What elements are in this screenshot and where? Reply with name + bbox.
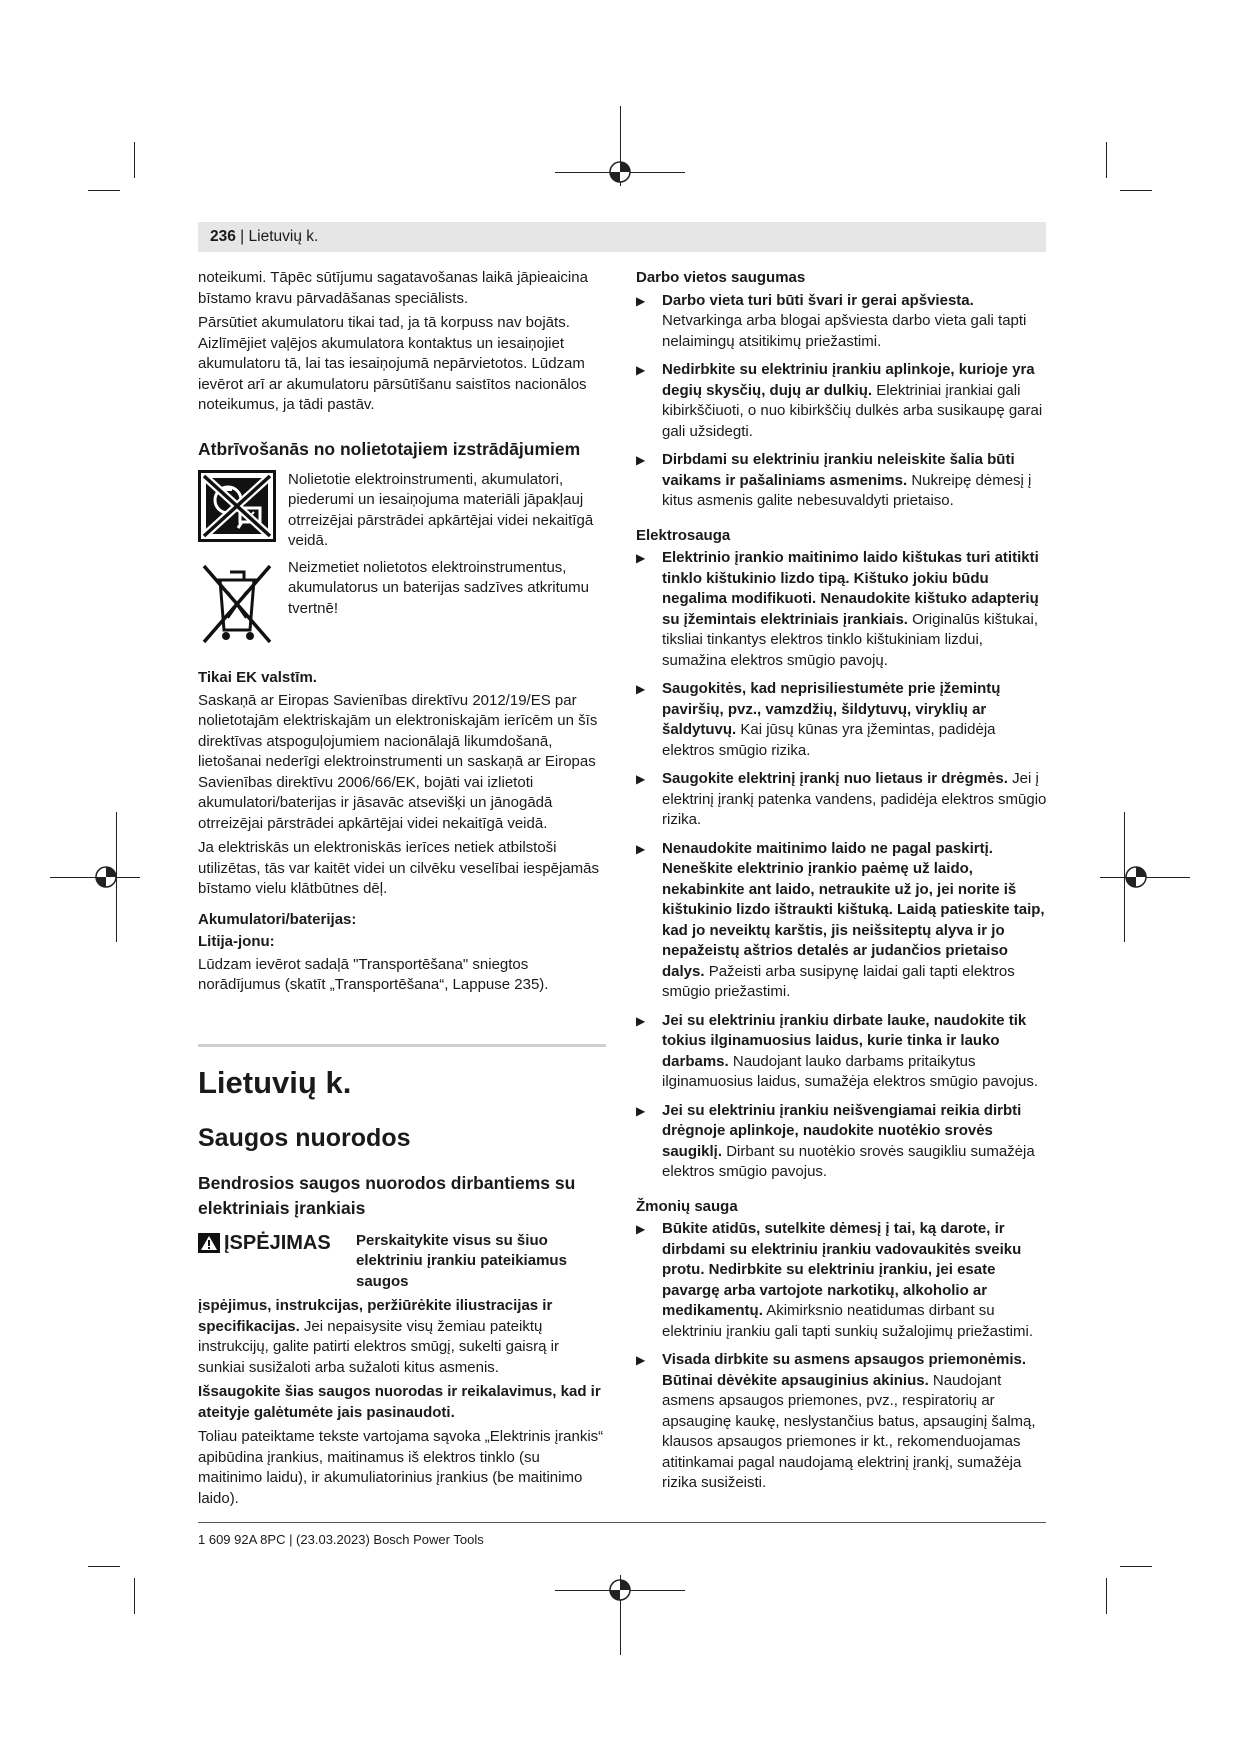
list-item <box>636 291 1048 353</box>
work-list <box>636 291 1048 512</box>
right-column <box>636 268 1048 1502</box>
item-text: Dirbant su nuotėkio srovės saugikliu sumažėja elektros smūgio pavojus. <box>662 1142 1035 1180</box>
warning-label <box>198 1231 356 1255</box>
crossed-bin-icon <box>198 558 276 646</box>
safety-title: Saugos nuorodos <box>198 1123 411 1152</box>
paragraph: noteikumi. Tāpēc sūtījumu sagatavošanas laikā jāpieaicina bīstamo kravu pārvadāšanas speciālists. <box>198 269 588 307</box>
page-number: 236 <box>210 228 236 245</box>
page-footer: 1 609 92A 8PC | (23.03.2023) Bosch Power Tools <box>198 1532 484 1547</box>
item-text: Pažeisti arba susipynę laidai gali tapti elektros smūgio priežastimi. <box>662 962 1015 1000</box>
general-safety-heading: Bendrosios saugos nuorodos dirbantiems su elektriniais įrankiais <box>198 1172 576 1218</box>
paragraph: Ja elektriskās un elektroniskās ierīces netiek atbilstoši utilizētas, tās var kaitēt videi un cilvēku veselībai iespējamās bīstamo vielu klātbūtnes dēļ. <box>198 839 600 897</box>
item-text: Naudojant lauko darbams pritaikytus ilginamuosius laidus, sumažėja elektros smūgio pavojus. <box>662 1052 1039 1090</box>
list-item <box>636 839 1048 1003</box>
list-item <box>636 1101 1048 1183</box>
item-bold: Darbo vieta turi būti švari ir gerai apšviesta. <box>662 291 974 309</box>
personal-list <box>636 1219 1048 1494</box>
crop-mark <box>1106 1578 1107 1614</box>
page-header <box>210 227 318 248</box>
list-item <box>636 548 1048 671</box>
registration-mark-icon <box>91 862 121 892</box>
electrical-safety-heading: Elektrosauga <box>636 526 731 544</box>
item-bold: Saugokite elektrinį įrankį nuo lietaus ir drėgmės. <box>662 770 1008 787</box>
crop-mark <box>134 1578 135 1614</box>
registration-mark-icon <box>1121 862 1151 892</box>
registration-mark-icon <box>605 157 635 187</box>
header-section: Lietuvių k. <box>248 228 319 245</box>
item-text: Kai jūsų kūnas yra įžemintas, padidėja elektros smūgio rizika. <box>662 721 996 759</box>
left-column <box>198 268 606 1513</box>
language-title: Lietuvių k. <box>198 1064 352 1100</box>
personal-safety-heading: Žmonių sauga <box>636 1197 738 1215</box>
list-item <box>636 450 1048 512</box>
crop-mark <box>1120 1566 1152 1567</box>
disposal-heading: Atbrīvošanās no nolietotajiem izstrādājumiem <box>198 438 581 459</box>
item-text: Naudojant asmens apsaugos priemones, pvz., respiratorių ar apsauginę kaukę, neslystančius batus, apsauginį šalmą, klausos apsaugos priemones ir kt., rekomenduojamas atitinkamai pagal naudojamą elektrinį įrankį, sumažėja rizika susižeisti. <box>662 1371 1036 1491</box>
footer-rule <box>198 1522 1046 1523</box>
item-text: Nukreipę dėmesį į kitus asmenis galite nebesuvaldyti prietaiso. <box>662 471 1032 509</box>
bin-block <box>198 558 606 653</box>
item-bold: Visada dirbkite su asmens apsaugos priemonėmis. Būtinai dėvėkite apsauginius akinius. <box>662 1351 1027 1389</box>
bin-text: Neizmetiet nolietotos elektroinstrumentus, akumulatorus un baterijas sadzīves atkritumu tvertnē! <box>288 558 589 617</box>
item-bold: Elektrinio įrankio maitinimo laido kištukas turi atitikti tinklo kištukinio lizdo tipą. Kištuko jokiu būdu negalima modifikuoti. Nenaudokite kištuko adapterių su įžemintais elektriniais įrankiais. <box>662 549 1039 628</box>
warning-bold-lead: Perskaitykite visus su šiuo elektriniu įrankiu pateikiamus saugos <box>356 1231 567 1290</box>
paragraph: Lūdzam ievērot sadaļā "Transportēšana" sniegtos norādījumus (skatīt „Transportēšana“, Lappuse 235). <box>198 955 549 993</box>
item-bold: Nenaudokite maitinimo laido ne pagal paskirtį. Neneškite elektrinio įrankio paėmę už laido, nekabinkite ant laido, netraukite už jo, jei norite iš kištukinio lizdo ištraukti kištuką. Laidą patieskite taip, kad jo neveiktų karštis, jis neišsiteptų alyva ir jo nepažeistų aštrios detalės ar judančios prietaiso dalys. <box>662 839 1045 980</box>
crop-mark <box>1106 142 1107 178</box>
header-separator: | <box>235 228 249 245</box>
paragraph: Saskaņā ar Eiropas Savienības direktīvu 2012/19/ES par nolietotajām elektriskajām un elektroniskajām ierīcēm un šīs direktīvas atspoguļojumiem nacionālajā likumdošanā, lietošanai nederīgi elektroinstrumenti un saskaņā ar Eiropas Savienības direktīvu 2006/66/EK, bojāti vai izlietoti akumulatori/baterijas ir jāsavāc atsevišķi un jānogādā otrreizējai pārstrādei apkārtējai videi nekaitīgā veidā. <box>198 691 598 832</box>
item-text: Akimirksnio neatidumas dirbant su elektriniu įrankiu gali tapti sunkių sužalojimų priežastimi. <box>662 1302 1033 1340</box>
no-battery-disposal-icon <box>198 470 276 542</box>
crop-mark <box>134 142 135 178</box>
item-bold: Dirbdami su elektriniu įrankiu neleiskite šalia būti vaikams ir pašaliniams asmenims. <box>662 451 1015 489</box>
work-area-heading: Darbo vietos saugumas <box>636 269 806 286</box>
eu-heading: Tikai EK valstīm. <box>198 669 317 686</box>
paragraph: Pārsūtiet akumulatoru tikai tad, ja tā korpuss nav bojāts. Aizlīmējiet vaļējos akumulatora kontaktus un iesaiņojiet akumulatoru tā, lai tas iesaiņojumā nepārvietotos. Lūdzam ievērot arī ar akumulatoru pārsūtīšanu saistītos nacionālos noteikumus, ja tādi pastāv. <box>198 314 587 413</box>
warning-bold-cont: įspėjimus, instrukcijas, peržiūrėkite iliustracijas ir specifikacijas. <box>198 1297 553 1335</box>
list-item <box>636 1219 1048 1342</box>
term-definition: Toliau pateiktame tekste vartojama sąvoka „Elektrinis įrankis“ apibūdina įrankius, maitinamus iš elektros tinklo (su maitinimo laidu), ir akumuliatorinius įrankius (be maitinimo laido). <box>198 1428 604 1507</box>
item-bold: Jei su elektriniu įrankiu dirbate lauke, naudokite tik tokius ilginamuosius laidus, kurie tinka ir lauko darbams. <box>662 1011 1027 1070</box>
item-text: Originalūs kištukai, tiksliai tinkantys elektros tinklo kištukiniam lizdui, sumažina elektros smūgio pavojų. <box>662 610 1039 669</box>
page-header-bar <box>198 222 1046 252</box>
item-bold: Jei su elektriniu įrankiu neišvengiamai reikia dirbti drėgnoje aplinkoje, naudokite nuotėkio srovės saugiklį. <box>662 1101 1022 1160</box>
list-item <box>636 1350 1048 1494</box>
item-bold: Būkite atidūs, sutelkite dėmesį į tai, ką darote, ir dirbdami su elektriniu įrankiu vadovaukitės sveiku protu. Nedirbkite su elektriniu įrankiu, jei esate pavargę arba vartojote narkotikų, alkoholio ar medikamentų. <box>662 1220 1022 1319</box>
list-item <box>636 769 1048 831</box>
list-item <box>636 1011 1048 1093</box>
item-bold: Nedirbkite su elektriniu įrankiu aplinkoje, kurioje yra degių skysčių, dujų ar dulkių. <box>662 361 1035 399</box>
warning-triangle-icon <box>198 1233 220 1253</box>
section-divider <box>198 1044 606 1047</box>
disposal-block <box>198 470 606 556</box>
list-item <box>636 679 1048 761</box>
electrical-list <box>636 548 1048 1183</box>
item-text: Elektriniai įrankiai gali kibirkščiuoti, o nuo kibirkščių dulkės arba susikaupę garai gali užsidegti. <box>662 381 1043 440</box>
item-text: Jei į elektrinį įrankį patenka vandens, padidėja elektros smūgio rizika. <box>662 770 1047 828</box>
warning-paragraph <box>198 1296 606 1378</box>
warning-rest: Jei nepaisysite visų žemiau pateiktų instrukcijų, galite patirti elektros smūgį, sukelti gaisrą ir sunkiai susižaloti arba sužaloti kitus asmenis. <box>198 1317 559 1376</box>
keep-instructions: Išsaugokite šias saugos nuorodas ir reikalavimus, kad ir ateityje galėtumėte jais pasinaudoti. <box>198 1383 601 1421</box>
disposal-text: Nolietotie elektroinstrumenti, akumulatori, piederumi un iesaiņojuma materiāli jāpakļauj otrreizējai pārstrādei apkārtējai videi nekaitīgā veidā. <box>288 470 594 549</box>
warning-word: ĮSPĖJIMAS <box>224 1231 331 1254</box>
crop-mark <box>88 190 120 191</box>
li-ion-heading: Litija-jonu: <box>198 933 275 950</box>
crop-mark <box>1120 190 1152 191</box>
item-text: Netvarkinga arba blogai apšviesta darbo vieta gali tapti nelaimingų atsitikimų priežastimi. <box>662 312 1027 350</box>
crop-mark <box>88 1566 120 1567</box>
batteries-heading: Akumulatori/baterijas: <box>198 910 357 928</box>
item-bold: Saugokitės, kad neprisiliestumėte prie įžemintų paviršių, pvz., vamzdžių, šildytuvų, viryklių ar šaldytuvų. <box>662 680 1001 738</box>
registration-mark-icon <box>605 1575 635 1605</box>
warning-block <box>198 1231 606 1297</box>
list-item <box>636 360 1048 442</box>
